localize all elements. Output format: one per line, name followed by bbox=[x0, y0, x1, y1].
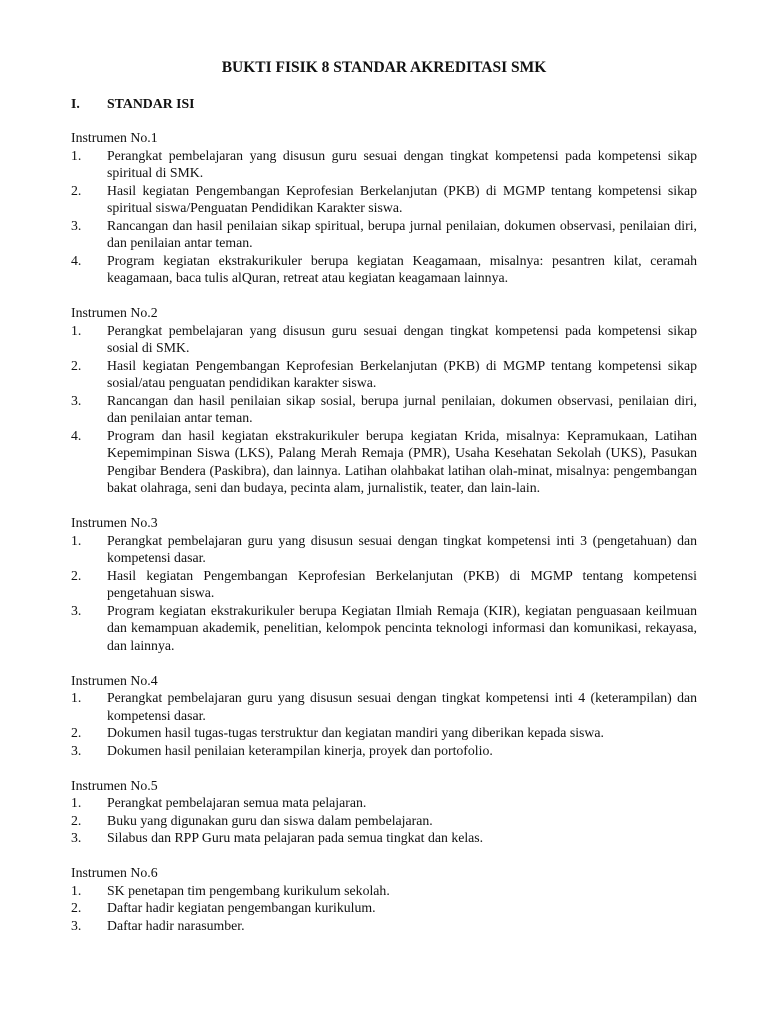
list-item-text: Perangkat pembelajaran guru yang disusun sesuai dengan tingkat kompetensi inti 4 (keterampilan) dan kompetensi dasar. bbox=[107, 690, 697, 723]
list-item-number: 4. bbox=[71, 252, 82, 268]
list-item bbox=[71, 917, 697, 935]
instrument-block bbox=[71, 304, 697, 497]
section-number: I. bbox=[71, 96, 80, 111]
document-title: BUKTI FISIK 8 STANDAR AKREDITASI SMK bbox=[221, 59, 547, 76]
list-item-number: 2. bbox=[71, 182, 82, 198]
list-item bbox=[71, 147, 697, 182]
instrument-block bbox=[71, 672, 697, 760]
instrument-block bbox=[71, 129, 697, 287]
list-item bbox=[71, 252, 697, 287]
list-item-text: Buku yang digunakan guru dan siswa dalam pembelajaran. bbox=[107, 812, 433, 828]
list-item bbox=[71, 427, 697, 497]
list-item bbox=[71, 829, 697, 847]
list-item-number: 4. bbox=[71, 427, 82, 443]
instrument-block bbox=[71, 864, 697, 934]
instrument-items bbox=[71, 689, 697, 759]
list-item bbox=[71, 742, 697, 760]
list-item bbox=[71, 322, 697, 357]
list-item bbox=[71, 882, 697, 900]
list-item-number: 2. bbox=[71, 812, 82, 828]
list-item-number: 1. bbox=[71, 322, 82, 338]
instrument-list bbox=[71, 129, 697, 934]
list-item-text: Dokumen hasil tugas-tugas terstruktur dan kegiatan mandiri yang diberikan kepada siswa. bbox=[107, 725, 604, 740]
list-item bbox=[71, 602, 697, 655]
list-item bbox=[71, 794, 697, 812]
list-item-text: Daftar hadir narasumber. bbox=[107, 917, 245, 933]
list-item bbox=[71, 357, 697, 392]
list-item-text: Daftar hadir kegiatan pengembangan kurikulum. bbox=[107, 900, 376, 915]
instrument-label: Instrumen No.3 bbox=[71, 515, 158, 530]
instrument-label: Instrumen No.4 bbox=[71, 672, 158, 688]
section-title: STANDAR ISI bbox=[107, 96, 195, 111]
instrument-items bbox=[71, 794, 697, 847]
list-item bbox=[71, 899, 697, 917]
instrument-block bbox=[71, 777, 697, 847]
instrument-items bbox=[71, 322, 697, 497]
list-item-number: 3. bbox=[71, 217, 82, 233]
list-item-text: Perangkat pembelajaran yang disusun guru sesuai dengan tingkat kompetensi pada kompetensi sikap sosial di SMK. bbox=[107, 322, 697, 355]
list-item-number: 2. bbox=[71, 357, 82, 373]
list-item bbox=[71, 689, 697, 724]
list-item bbox=[71, 532, 697, 567]
list-item-number: 2. bbox=[71, 725, 82, 740]
list-item bbox=[71, 724, 697, 742]
list-item-number: 3. bbox=[71, 830, 82, 845]
list-item-text: Program kegiatan ekstrakurikuler berupa kegiatan Keagamaan, misalnya: pesantren kilat, ceramah keagamaan, baca tulis alQuran, retreat atau kegiatan keagamaan lainnya. bbox=[107, 252, 697, 285]
list-item-text: SK penetapan tim pengembang kurikulum sekolah. bbox=[107, 882, 390, 898]
list-item-number: 2. bbox=[71, 567, 82, 583]
list-item-text: Perangkat pembelajaran yang disusun guru sesuai dengan tingkat kompetensi pada kompetensi sikap spiritual di SMK. bbox=[107, 147, 697, 180]
list-item-text: Hasil kegiatan Pengembangan Keprofesian Berkelanjutan (PKB) di MGMP tentang kompetensi sikap spiritual siswa/Penguatan Pendidikan Karakter siswa. bbox=[107, 182, 697, 215]
list-item-number: 1. bbox=[71, 690, 82, 705]
list-item-number: 3. bbox=[71, 917, 82, 933]
list-item-number: 2. bbox=[71, 900, 82, 915]
section-heading bbox=[71, 95, 697, 113]
list-item-text: Perangkat pembelajaran guru yang disusun sesuai dengan tingkat kompetensi inti 3 (pengetahuan) dan kompetensi dasar. bbox=[107, 532, 697, 565]
list-item bbox=[71, 567, 697, 602]
list-item-text: Dokumen hasil penilaian keterampilan kinerja, proyek dan portofolio. bbox=[107, 742, 493, 758]
list-item-number: 1. bbox=[71, 882, 82, 898]
list-item bbox=[71, 392, 697, 427]
list-item bbox=[71, 182, 697, 217]
list-item-number: 1. bbox=[71, 147, 82, 163]
instrument-label: Instrumen No.2 bbox=[71, 305, 158, 320]
list-item-number: 3. bbox=[71, 392, 82, 408]
instrument-label: Instrumen No.5 bbox=[71, 777, 158, 793]
list-item-text: Hasil kegiatan Pengembangan Keprofesian Berkelanjutan (PKB) di MGMP tentang kompetensi sikap sosial/atau penguatan pendidikan karakter siswa. bbox=[107, 357, 697, 390]
list-item-text: Program kegiatan ekstrakurikuler berupa Kegiatan Ilmiah Remaja (KIR), kegiatan penguasaan keilmuan dan kemampuan akademik, penelitian, kelompok pencinta teknologi informasi dan komunikasi, rekayasa, dan lainnya. bbox=[107, 602, 697, 653]
list-item-number: 3. bbox=[71, 742, 82, 758]
instrument-label: Instrumen No.6 bbox=[71, 865, 158, 880]
list-item-number: 1. bbox=[71, 532, 82, 548]
list-item-text: Perangkat pembelajaran semua mata pelajaran. bbox=[107, 795, 367, 810]
list-item-text: Silabus dan RPP Guru mata pelajaran pada semua tingkat dan kelas. bbox=[107, 830, 484, 845]
list-item-number: 3. bbox=[71, 602, 82, 618]
list-item bbox=[71, 812, 697, 830]
instrument-items bbox=[71, 532, 697, 655]
instrument-label: Instrumen No.1 bbox=[71, 130, 158, 145]
list-item bbox=[71, 217, 697, 252]
list-item-text: Rancangan dan hasil penilaian sikap spiritual, berupa jurnal penilaian, dokumen observasi, penilaian diri, dan penilaian antar teman. bbox=[107, 217, 697, 250]
instrument-block bbox=[71, 514, 697, 654]
instrument-items bbox=[71, 147, 697, 287]
list-item-number: 1. bbox=[71, 795, 82, 810]
list-item-text: Hasil kegiatan Pengembangan Keprofesian Berkelanjutan (PKB) di MGMP tentang kompetensi pengetahuan siswa. bbox=[107, 567, 697, 600]
list-item-text: Program dan hasil kegiatan ekstrakurikuler berupa kegiatan Krida, misalnya: Kepramukaan, Latihan Kepemimpinan Siswa (LKS), Palang Merah Remaja (PMR), Usaha Kesehatan Sekolah (UKS), Pasukan Pengibar Bendera (Paskibra), dan lainnya. Latihan olahbakat latihan olah-minat, misalnya: pengembangan bakat olahraga, seni dan budaya, pecinta alam, jurnalistik, teater, dan lain-lain. bbox=[107, 427, 697, 495]
instrument-items bbox=[71, 882, 697, 935]
list-item-text: Rancangan dan hasil penilaian sikap sosial, berupa jurnal penilaian, dokumen observasi, penilaian diri, dan penilaian antar teman. bbox=[107, 392, 697, 425]
